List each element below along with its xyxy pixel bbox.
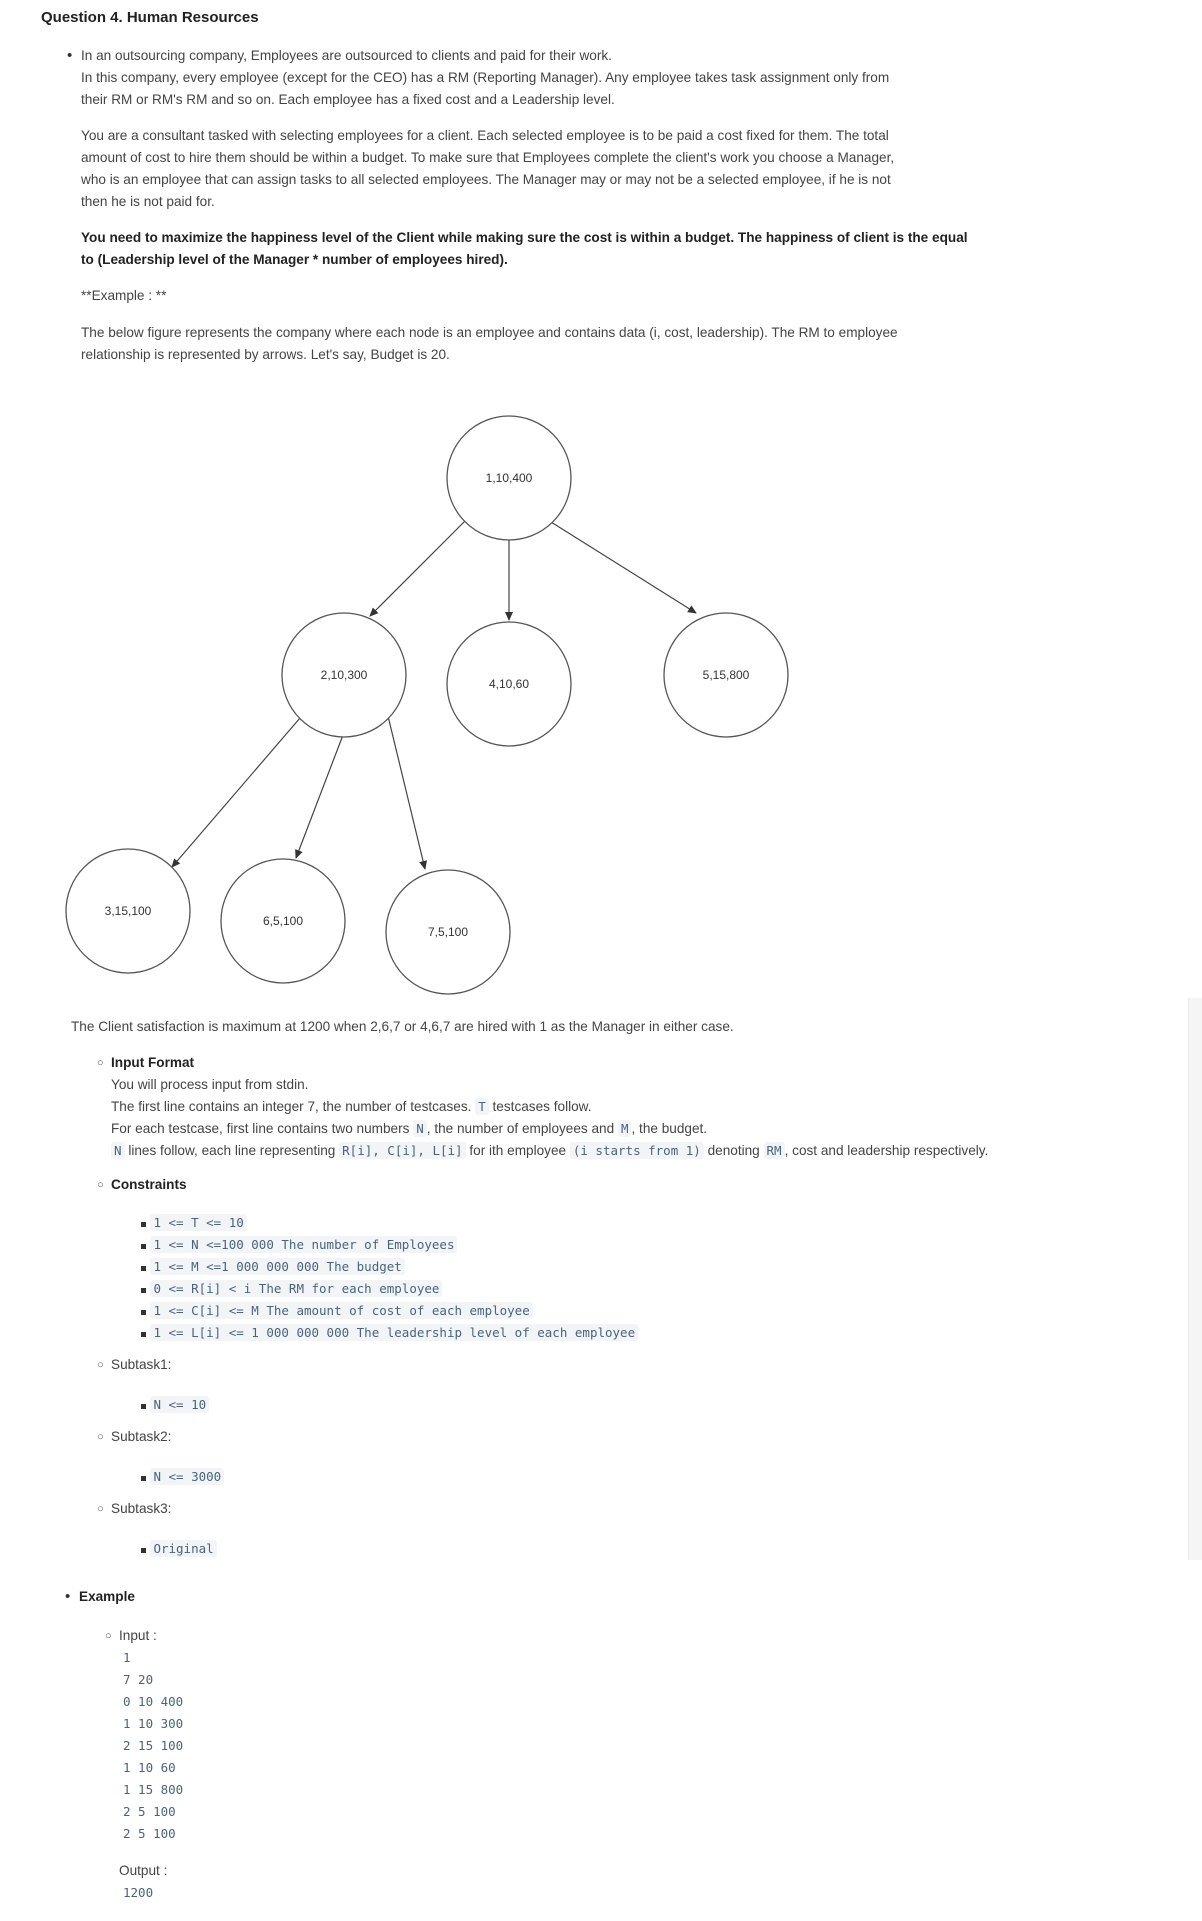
edge-2-7 — [388, 716, 425, 869]
tree-node — [447, 416, 571, 540]
tree-node — [386, 870, 510, 994]
inline-code: RM — [764, 1142, 785, 1159]
subtask-label: Subtask2: — [111, 1429, 172, 1444]
input-line: 2 5 100 — [123, 1826, 176, 1841]
inline-code: N — [111, 1142, 125, 1159]
constraint-item: 1 <= M <=1 000 000 000 The budget — [141, 1258, 405, 1276]
edge-2-3 — [172, 718, 300, 867]
output-value: 1200 — [123, 1885, 154, 1900]
hollow-bullet: ○ — [97, 1179, 104, 1191]
inline-code: R[i], C[i], L[i] — [339, 1142, 465, 1159]
hollow-bullet: ○ — [97, 1057, 104, 1069]
goal-line-2: to (Leadership level of the Manager * number of employees hired). — [81, 252, 508, 267]
svg-text:2,10,300: 2,10,300 — [320, 668, 368, 682]
hollow-bullet: ○ — [97, 1431, 104, 1443]
input-line: 1 — [123, 1650, 131, 1665]
constraint-item: 1 <= L[i] <= 1 000 000 000 The leadership level of each employee — [141, 1324, 638, 1342]
example-section-heading: Example — [79, 1589, 135, 1604]
subtask-label: Subtask3: — [111, 1501, 172, 1516]
inline-code: N — [413, 1120, 427, 1137]
input-format-line-2: The first line contains an integer 7, the number of testcases. T testcases follow. — [111, 1099, 592, 1114]
constraint-item: 1 <= N <=100 000 The number of Employees — [141, 1236, 457, 1254]
inline-code: (i starts from 1) — [570, 1142, 704, 1159]
svg-text:6,5,100: 6,5,100 — [262, 914, 304, 928]
input-line: 2 15 100 — [123, 1738, 184, 1753]
bullet: • — [67, 47, 73, 64]
bullet: • — [65, 1588, 71, 1605]
input-format-line-3: For each testcase, first line contains two numbers N , the number of employees and M , the budget. — [111, 1121, 708, 1136]
tree-node — [66, 849, 190, 973]
hollow-bullet: ○ — [105, 1630, 112, 1642]
figure-desc-line-2: relationship is represented by arrows. Let's say, Budget is 20. — [81, 347, 450, 362]
hollow-bullet: ○ — [97, 1359, 104, 1371]
svg-text:5,15,800: 5,15,800 — [702, 668, 750, 682]
input-label: Input : — [119, 1628, 157, 1643]
consultant-line-1: You are a consultant tasked with selecting employees for a client. Each selected employee is to be paid a cost fixed for them. The total — [81, 128, 889, 143]
input-line: 2 5 100 — [123, 1804, 176, 1819]
constraint-item: 1 <= T <= 10 — [141, 1214, 247, 1232]
svg-text:3,15,100: 3,15,100 — [104, 904, 152, 918]
consultant-line-3: who is an employee that can assign tasks to all selected employees. The Manager may or may not be a selected employee, if he is not — [81, 172, 891, 187]
satisfaction-text: The Client satisfaction is maximum at 1200 when 2,6,7 or 4,6,7 are hired with 1 as the Manager in either case. — [71, 1019, 734, 1034]
figure-desc-line-1: The below figure represents the company where each node is an employee and contains data (i, cost, leadership). The RM to employee — [81, 325, 898, 340]
input-format-line-1: You will process input from stdin. — [111, 1077, 309, 1092]
constraint-item: 0 <= R[i] < i The RM for each employee — [141, 1280, 442, 1298]
edge-1-5 — [551, 522, 696, 613]
subtask-label: Subtask1: — [111, 1357, 172, 1372]
input-format-line-4: N lines follow, each line representing R[i], C[i], L[i] for ith employee (i starts from 1) denoting RM , cost and leadership respectively. — [111, 1140, 988, 1162]
input-format-heading: Input Format — [111, 1055, 195, 1070]
inline-code: T — [475, 1098, 489, 1115]
tree-node — [282, 613, 406, 737]
edge-2-6 — [296, 735, 343, 858]
tree-node — [221, 859, 345, 983]
constraints-heading: Constraints — [111, 1177, 187, 1192]
intro-line-3: their RM or RM's RM and so on. Each employee has a fixed cost and a Leadership level. — [81, 92, 615, 107]
constraint-item: 1 <= C[i] <= M The amount of cost of each employee — [141, 1302, 533, 1320]
input-line: 1 15 800 — [123, 1782, 184, 1797]
consultant-line-4: then he is not paid for. — [81, 194, 215, 209]
svg-text:7,5,100: 7,5,100 — [427, 925, 469, 939]
input-line: 0 10 400 — [123, 1694, 184, 1709]
input-line: 1 10 60 — [123, 1760, 176, 1775]
tree-node — [664, 613, 788, 737]
page-title: Question 4. Human Resources — [41, 9, 259, 26]
input-line: 1 10 300 — [123, 1716, 184, 1731]
goal-line-1: You need to maximize the happiness level of the Client while making sure the cost is within a budget. The happiness of client is the equal — [81, 230, 968, 245]
subtask-value: N <= 3000 — [141, 1468, 224, 1486]
svg-text:1,10,400: 1,10,400 — [485, 471, 533, 485]
hollow-bullet: ○ — [97, 1503, 104, 1515]
intro-line-2: In this company, every employee (except for the CEO) has a RM (Reporting Manager). Any employee takes task assignment only from — [81, 70, 890, 85]
scrollbar[interactable] — [1188, 998, 1202, 1560]
subtask-value: N <= 10 — [141, 1396, 209, 1414]
output-label: Output : — [119, 1863, 168, 1878]
edge-1-2 — [370, 520, 466, 616]
intro-line-1: In an outsourcing company, Employees are outsourced to clients and paid for their work. — [81, 48, 612, 63]
example-heading: **Example : ** — [81, 288, 167, 303]
input-line: 7 20 — [123, 1672, 154, 1687]
consultant-line-2: amount of cost to hire them should be within a budget. To make sure that Employees complete the client's work you choose a Manager, — [81, 150, 895, 165]
inline-code: M — [618, 1120, 632, 1137]
subtask-value: Original — [141, 1540, 217, 1558]
tree-node — [447, 622, 571, 746]
svg-text:4,10,60: 4,10,60 — [488, 677, 530, 691]
